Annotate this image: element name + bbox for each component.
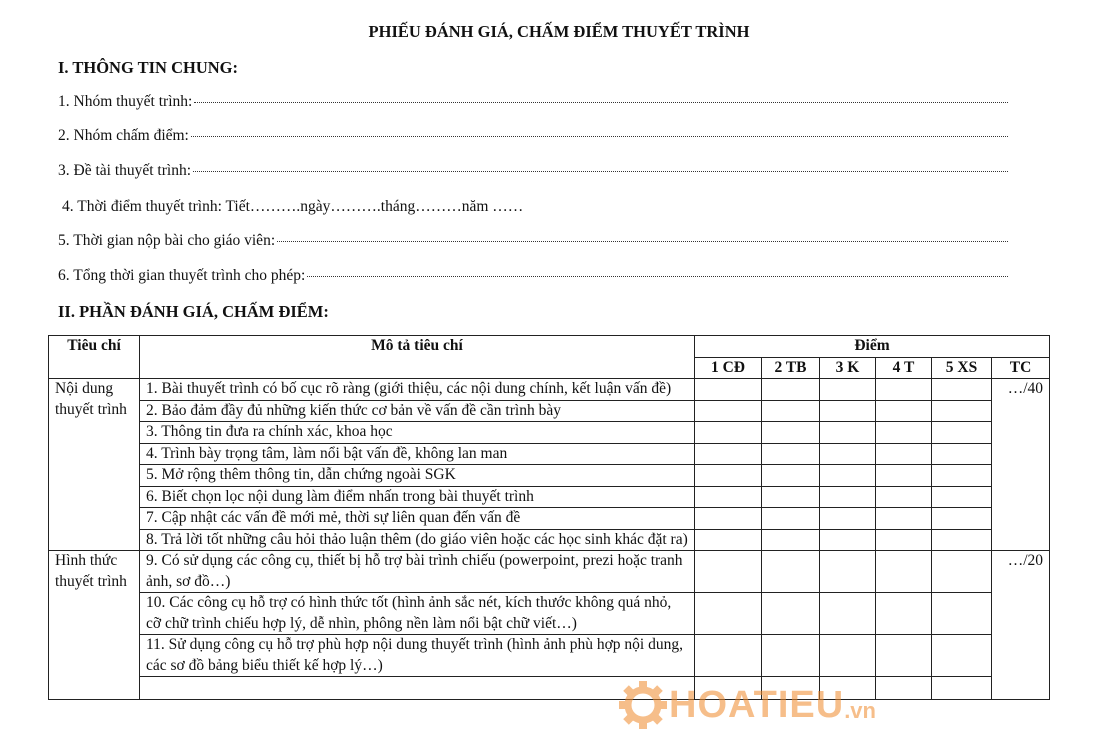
score-cell[interactable] — [695, 400, 762, 422]
score-cell[interactable] — [932, 486, 992, 508]
criterion-description: 7. Cập nhật các vấn đề mới mẻ, thời sự liên quan đến vấn đề — [140, 508, 695, 530]
score-cell[interactable] — [820, 400, 876, 422]
score-cell[interactable] — [695, 529, 762, 551]
criterion-description: 6. Biết chọn lọc nội dung làm điểm nhấn trong bài thuyết trình — [140, 486, 695, 508]
criterion-description: 9. Có sử dụng các công cụ, thiết bị hỗ trợ bài trình chiếu (powerpoint, prezi hoặc tranh ảnh, sơ đồ…) — [140, 551, 695, 593]
score-cell[interactable] — [695, 635, 762, 677]
score-cell[interactable] — [820, 635, 876, 677]
score-cell[interactable] — [876, 529, 932, 551]
score-cell[interactable] — [932, 529, 992, 551]
score-cell[interactable] — [820, 422, 876, 444]
table-row — [49, 486, 1050, 508]
criterion-description-cut-off — [140, 677, 695, 700]
criterion-description: 2. Bảo đảm đầy đủ những kiến thức cơ bản về vấn đề cần trình bày — [140, 400, 695, 422]
table-row — [49, 635, 1050, 677]
table-row — [49, 443, 1050, 465]
score-cell[interactable] — [820, 677, 876, 700]
header-score-1: 1 CĐ — [695, 357, 762, 379]
score-cell[interactable] — [876, 465, 932, 487]
score-cell[interactable] — [762, 677, 820, 700]
info-label-group: 1. Nhóm thuyết trình: — [58, 93, 193, 110]
table-row — [49, 465, 1050, 487]
score-cell[interactable] — [695, 422, 762, 444]
score-cell[interactable] — [820, 379, 876, 401]
info-label-topic: 3. Đề tài thuyết trình: — [58, 162, 192, 179]
header-score-5: 5 XS — [932, 357, 992, 379]
score-cell[interactable] — [695, 551, 762, 593]
score-cell[interactable] — [876, 422, 932, 444]
evaluation-table — [48, 335, 1050, 700]
score-cell[interactable] — [932, 465, 992, 487]
score-cell[interactable] — [695, 379, 762, 401]
header-criteria: Tiêu chí — [49, 336, 140, 379]
table-row — [49, 529, 1050, 551]
score-cell[interactable] — [762, 379, 820, 401]
score-cell[interactable] — [762, 443, 820, 465]
score-cell[interactable] — [932, 635, 992, 677]
criterion-description: 3. Thông tin đưa ra chính xác, khoa học — [140, 422, 695, 444]
score-cell[interactable] — [695, 508, 762, 530]
document-title: PHIẾU ĐÁNH GIÁ, CHẤM ĐIỂM THUYẾT TRÌNH — [368, 22, 750, 41]
score-cell[interactable] — [820, 465, 876, 487]
criterion-description: 1. Bài thuyết trình có bố cục rõ ràng (giới thiệu, các nội dung chính, kết luận vấn đề) — [140, 379, 695, 401]
score-cell[interactable] — [695, 486, 762, 508]
score-cell[interactable] — [876, 508, 932, 530]
score-cell[interactable] — [876, 379, 932, 401]
score-cell[interactable] — [695, 443, 762, 465]
group-total: …/40 — [992, 379, 1050, 551]
table-row — [49, 379, 1050, 401]
table-row — [49, 551, 1050, 593]
score-cell[interactable] — [932, 593, 992, 635]
score-cell[interactable] — [876, 486, 932, 508]
score-cell[interactable] — [695, 677, 762, 700]
score-cell[interactable] — [932, 379, 992, 401]
score-cell[interactable] — [932, 551, 992, 593]
criteria-form: Hình thức thuyết trình — [49, 551, 140, 700]
criterion-description: 8. Trả lời tốt những câu hỏi thảo luận thêm (do giáo viên hoặc các học sinh khác đặt ra) — [140, 529, 695, 551]
header-score-2: 2 TB — [762, 357, 820, 379]
header-score-total: TC — [992, 357, 1050, 379]
table-row — [49, 593, 1050, 635]
info-line-grader — [58, 127, 1008, 149]
score-cell[interactable] — [820, 486, 876, 508]
score-cell[interactable] — [876, 677, 932, 700]
watermark-word: HOATIEU — [669, 683, 845, 726]
score-cell[interactable] — [762, 529, 820, 551]
score-cell[interactable] — [876, 400, 932, 422]
score-cell[interactable] — [932, 443, 992, 465]
info-line-topic — [58, 162, 1008, 184]
info-label-duration: 6. Tổng thời gian thuyết trình cho phép: — [58, 267, 306, 284]
header-description: Mô tả tiêu chí — [140, 336, 695, 379]
score-cell[interactable] — [876, 635, 932, 677]
fill-in-blank — [277, 241, 1008, 242]
score-cell[interactable] — [762, 551, 820, 593]
score-cell[interactable] — [932, 508, 992, 530]
watermark-suffix: .vn — [844, 698, 876, 723]
info-label-grader: 2. Nhóm chấm điểm: — [58, 127, 189, 144]
header-score-group: Điểm — [695, 336, 1050, 358]
score-cell[interactable] — [762, 465, 820, 487]
criterion-description: 10. Các công cụ hỗ trợ có hình thức tốt (hình ảnh sắc nét, kích thước không quá nhỏ, cỡ chữ trình chiếu hợp lý, dễ nhìn, phông nền làm nổi bật chữ viết…) — [140, 593, 695, 635]
table-row — [49, 677, 1050, 700]
criterion-description: 11. Sử dụng công cụ hỗ trợ phù hợp nội dung thuyết trình (hình ảnh phù hợp nội dung, các sơ đồ bảng biểu thiết kế hợp lý…) — [140, 635, 695, 677]
fill-in-blank — [194, 102, 1008, 103]
info-line-duration — [58, 267, 1008, 289]
info-line-submit — [58, 232, 1008, 254]
info-line-time: 4. Thời điểm thuyết trình: Tiết……….ngày……….tháng………năm …… — [62, 198, 524, 215]
criterion-description: 5. Mở rộng thêm thông tin, dẫn chứng ngoài SGK — [140, 465, 695, 487]
criterion-description: 4. Trình bày trọng tâm, làm nổi bật vấn đề, không lan man — [140, 443, 695, 465]
score-cell[interactable] — [695, 465, 762, 487]
score-cell[interactable] — [932, 677, 992, 700]
score-cell[interactable] — [820, 551, 876, 593]
section-2-heading: II. PHẦN ĐÁNH GIÁ, CHẤM ĐIỂM: — [58, 302, 329, 321]
fill-in-blank — [307, 276, 1008, 277]
section-1-heading: I. THÔNG TIN CHUNG: — [58, 58, 239, 77]
group-total: …/20 — [992, 551, 1050, 700]
header-score-3: 3 K — [820, 357, 876, 379]
score-cell[interactable] — [762, 486, 820, 508]
score-cell[interactable] — [762, 635, 820, 677]
score-cell[interactable] — [762, 400, 820, 422]
score-cell[interactable] — [876, 443, 932, 465]
criteria-content: Nội dung thuyết trình — [49, 379, 140, 551]
score-cell[interactable] — [762, 422, 820, 444]
score-cell[interactable] — [820, 443, 876, 465]
score-cell[interactable] — [876, 593, 932, 635]
info-line-group — [58, 93, 1008, 115]
score-cell[interactable] — [820, 593, 876, 635]
score-cell[interactable] — [695, 593, 762, 635]
table-row — [49, 422, 1050, 444]
header-score-4: 4 T — [876, 357, 932, 379]
score-cell[interactable] — [932, 422, 992, 444]
info-label-submit: 5. Thời gian nộp bài cho giáo viên: — [58, 232, 276, 249]
table-row — [49, 508, 1050, 530]
fill-in-blank — [191, 136, 1008, 137]
score-cell[interactable] — [820, 529, 876, 551]
table-row — [49, 400, 1050, 422]
score-cell[interactable] — [762, 593, 820, 635]
score-cell[interactable] — [876, 551, 932, 593]
fill-in-blank — [193, 171, 1008, 172]
score-cell[interactable] — [932, 400, 992, 422]
score-cell[interactable] — [762, 508, 820, 530]
score-cell[interactable] — [820, 508, 876, 530]
